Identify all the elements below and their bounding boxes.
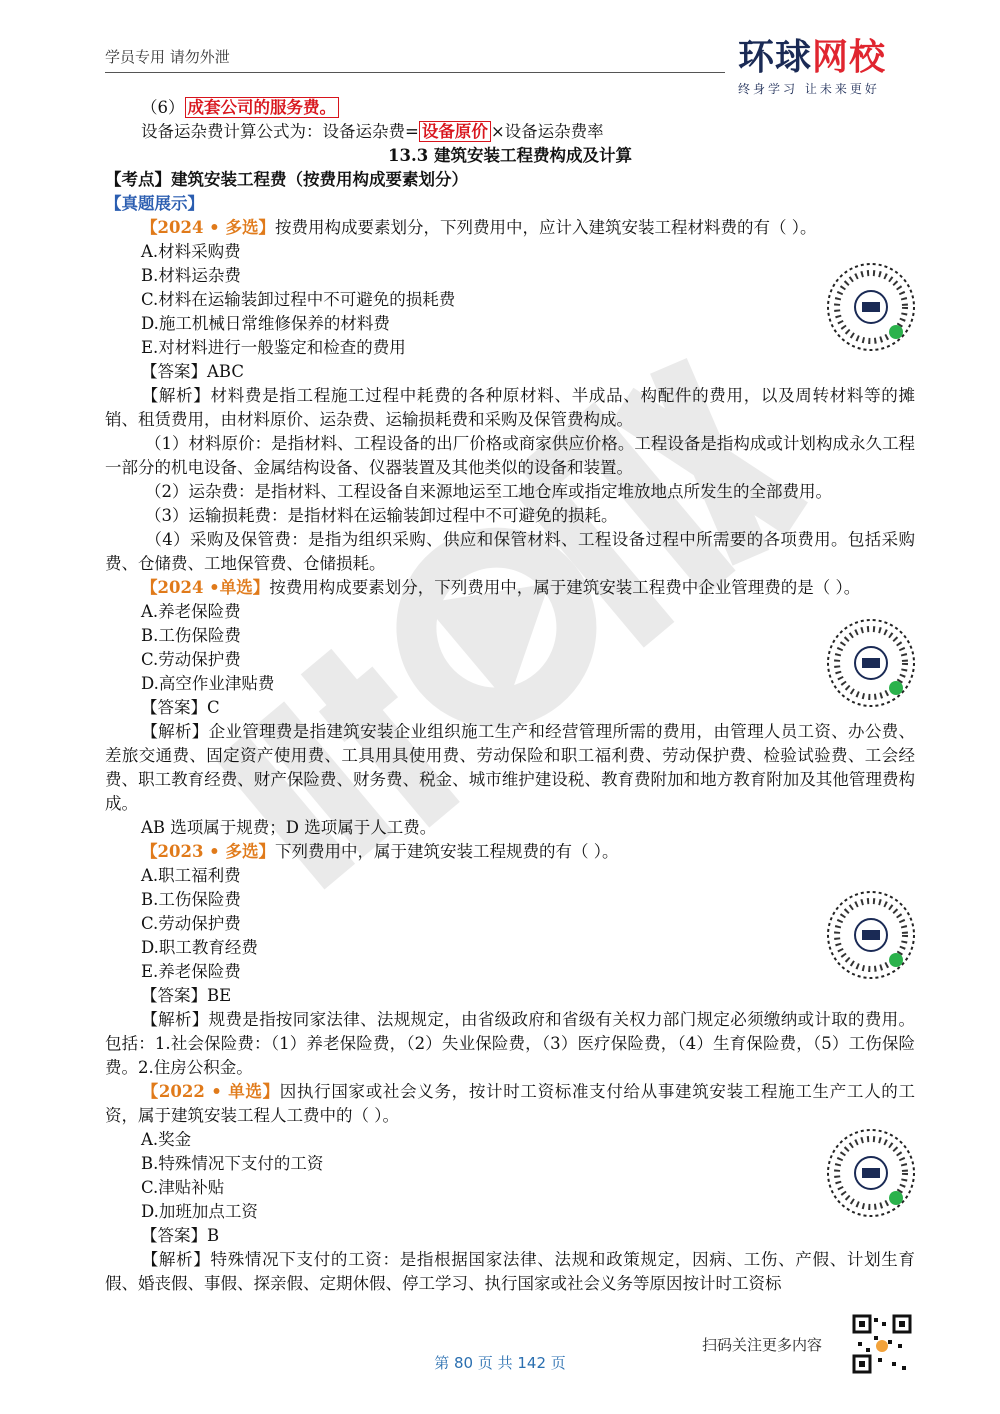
miniprogram-qr-icon[interactable] (826, 618, 916, 708)
question-1-analysis-4: （3）运输损耗费：是指材料在运输装卸过程中不可避免的损耗。 (145, 506, 618, 525)
brand-name (738, 38, 918, 78)
question-2-tag: 【2024 •单选】 (141, 578, 270, 597)
miniprogram-qr-icon[interactable] (826, 890, 916, 980)
question-4-option: C.津贴补贴 (141, 1178, 225, 1197)
section-title: 13.3 建筑安装工程费构成及计算 (388, 146, 632, 165)
question-4-text: 因执行国家或社会义务，按计时工资标准支付给从事建筑安装工程施工生产工人的工资，属于建筑安装工程人工费中的（ ）。 (105, 1082, 915, 1125)
analysis-text: 【解析】特殊情况下支付的工资：是指根据国家法律、法规和政策规定，因病、工伤、产假、计划生育假、婚丧假、事假、探亲假、定期休假、停工学习、执行国家或社会义务等原因按计时工资标 (105, 1250, 915, 1293)
question-4-option: D.加班加点工资 (141, 1202, 258, 1221)
question-2-text: 按费用构成要素划分，下列费用中，属于建筑安装工程费中企业管理费的是（ ）。 (269, 578, 861, 597)
item-6 (105, 96, 915, 120)
formula-prefix: 设备运杂费计算公式为：设备运杂费= (141, 122, 419, 141)
question-1-option: A.材料采购费 (141, 242, 241, 261)
question-1-option: D.施工机械日常维修保养的材料费 (141, 314, 390, 333)
question-1-option: B.材料运杂费 (141, 266, 241, 285)
question-3-option: A.职工福利费 (141, 866, 241, 885)
question-2-stem (105, 576, 915, 600)
scan-prompt: 扫码关注更多内容 (702, 1336, 823, 1354)
question-1-stem (105, 216, 915, 240)
question-1-option: E.对材料进行一般鉴定和检查的费用 (141, 338, 406, 357)
formula-suffix: ×设备运杂费率 (490, 122, 604, 141)
question-2-option: B.工伤保险费 (141, 626, 241, 645)
formula-line (105, 120, 915, 144)
item-6-prefix: （6） (141, 98, 185, 117)
question-3-tag: 【2023 • 多选】 (141, 842, 275, 861)
question-2-answer: 【答案】C (141, 698, 220, 717)
question-3-option: D.职工教育经费 (141, 938, 258, 957)
analysis-text: （4）采购及保管费：是指为组织采购、供应和保管材料、工程设备过程中所需要的各项费用。包括采购费、仓储费、工地保管费、仓储损耗。 (105, 530, 915, 573)
brand-slogan: 终身学习 让未来更好 (738, 82, 880, 96)
question-3-stem (105, 840, 915, 864)
question-2-analysis-2: AB 选项属于规费；D 选项属于人工费。 (141, 818, 437, 837)
question-2-option: C.劳动保护费 (141, 650, 241, 669)
zhenti-heading: 【真题展示】 (105, 194, 204, 213)
analysis-text: 【解析】规费是指按同家法律、法规规定，由省级政府和省级有关权力部门规定必须缴纳或计取的费用。包括：1.社会保险费：（1）养老保险费，（2）失业保险费，（3）医疗保险费，（4）生育保险费，（5）工伤保险费。2.住房公积金。 (105, 1010, 915, 1077)
question-1-analysis-5 (105, 528, 915, 576)
miniprogram-qr-icon[interactable] (826, 262, 916, 352)
question-1-option: C.材料在运输装卸过程中不可避免的损耗费 (141, 290, 456, 309)
analysis-text: 【解析】企业管理费是指建筑安装企业组织施工生产和经营管理所需的费用，由管理人员工资、办公费、差旅交通费、固定资产使用费、工具用具使用费、劳动保险和职工福利费、劳动保护费、检验试验费、工会经费、职工教育经费、财产保险费、财务费、税金、城市维护建设税、教育费附加和地方教育附加及其他管理费构成。 (105, 722, 915, 813)
question-1-analysis-3: （2）运杂费：是指材料、工程设备自来源地运至工地仓库或指定堆放地点所发生的全部费用。 (145, 482, 832, 501)
brand-main: 环球 (738, 37, 813, 78)
question-1-analysis (105, 384, 915, 432)
question-3-option: C.劳动保护费 (141, 914, 241, 933)
brand-accent: 网校 (812, 37, 887, 78)
miniprogram-qr-icon[interactable] (826, 1128, 916, 1218)
question-4-option: A.奖金 (141, 1130, 192, 1149)
question-3-option: E.养老保险费 (141, 962, 241, 981)
kaodian-heading: 【考点】建筑安装工程费（按费用构成要素划分） (105, 170, 468, 189)
question-2-analysis (105, 720, 915, 816)
question-2-option: D.高空作业津贴费 (141, 674, 275, 693)
header-note: 学员专用 请勿外泄 (105, 48, 230, 66)
question-3-analysis (105, 1008, 915, 1080)
question-4-analysis (105, 1248, 915, 1296)
page-content (105, 96, 915, 1296)
question-1-text: 按费用构成要素划分，下列费用中，应计入建筑安装工程材料费的有（ ）。 (274, 218, 817, 237)
question-3-answer: 【答案】BE (141, 986, 232, 1005)
analysis-text: 【解析】材料费是指工程施工过程中耗费的各种原材料、半成品、构配件的费用，以及周转材料等的摊销、租赁费用，由材料原价、运杂费、运输损耗费和采购及保管费构成。 (105, 386, 915, 429)
question-4-option: B.特殊情况下支付的工资 (141, 1154, 324, 1173)
formula-highlight: 设备原价 (419, 121, 491, 142)
question-2-option: A.养老保险费 (141, 602, 241, 621)
question-3-text: 下列费用中，属于建筑安装工程规费的有（ ）。 (274, 842, 619, 861)
item-6-highlight: 成套公司的服务费。 (185, 97, 340, 118)
page-number: 第 80 页 共 142 页 (434, 1354, 566, 1372)
question-4-stem (105, 1080, 915, 1128)
brand-logo (738, 38, 918, 97)
question-3-option: B.工伤保险费 (141, 890, 241, 909)
question-4-answer: 【答案】B (141, 1226, 220, 1245)
analysis-text: （1）材料原价：是指材料、工程设备的出厂价格或商家供应价格。工程设备是指构成或计划构成永久工程一部分的机电设备、金属结构设备、仪器装置及其他类似的设备和装置。 (105, 434, 915, 477)
question-1-analysis-2 (105, 432, 915, 480)
header-divider (105, 72, 725, 73)
question-1-answer: 【答案】ABC (141, 362, 244, 381)
question-4-tag: 【2022 • 单选】 (141, 1082, 280, 1101)
question-1-tag: 【2024 • 多选】 (141, 218, 275, 237)
